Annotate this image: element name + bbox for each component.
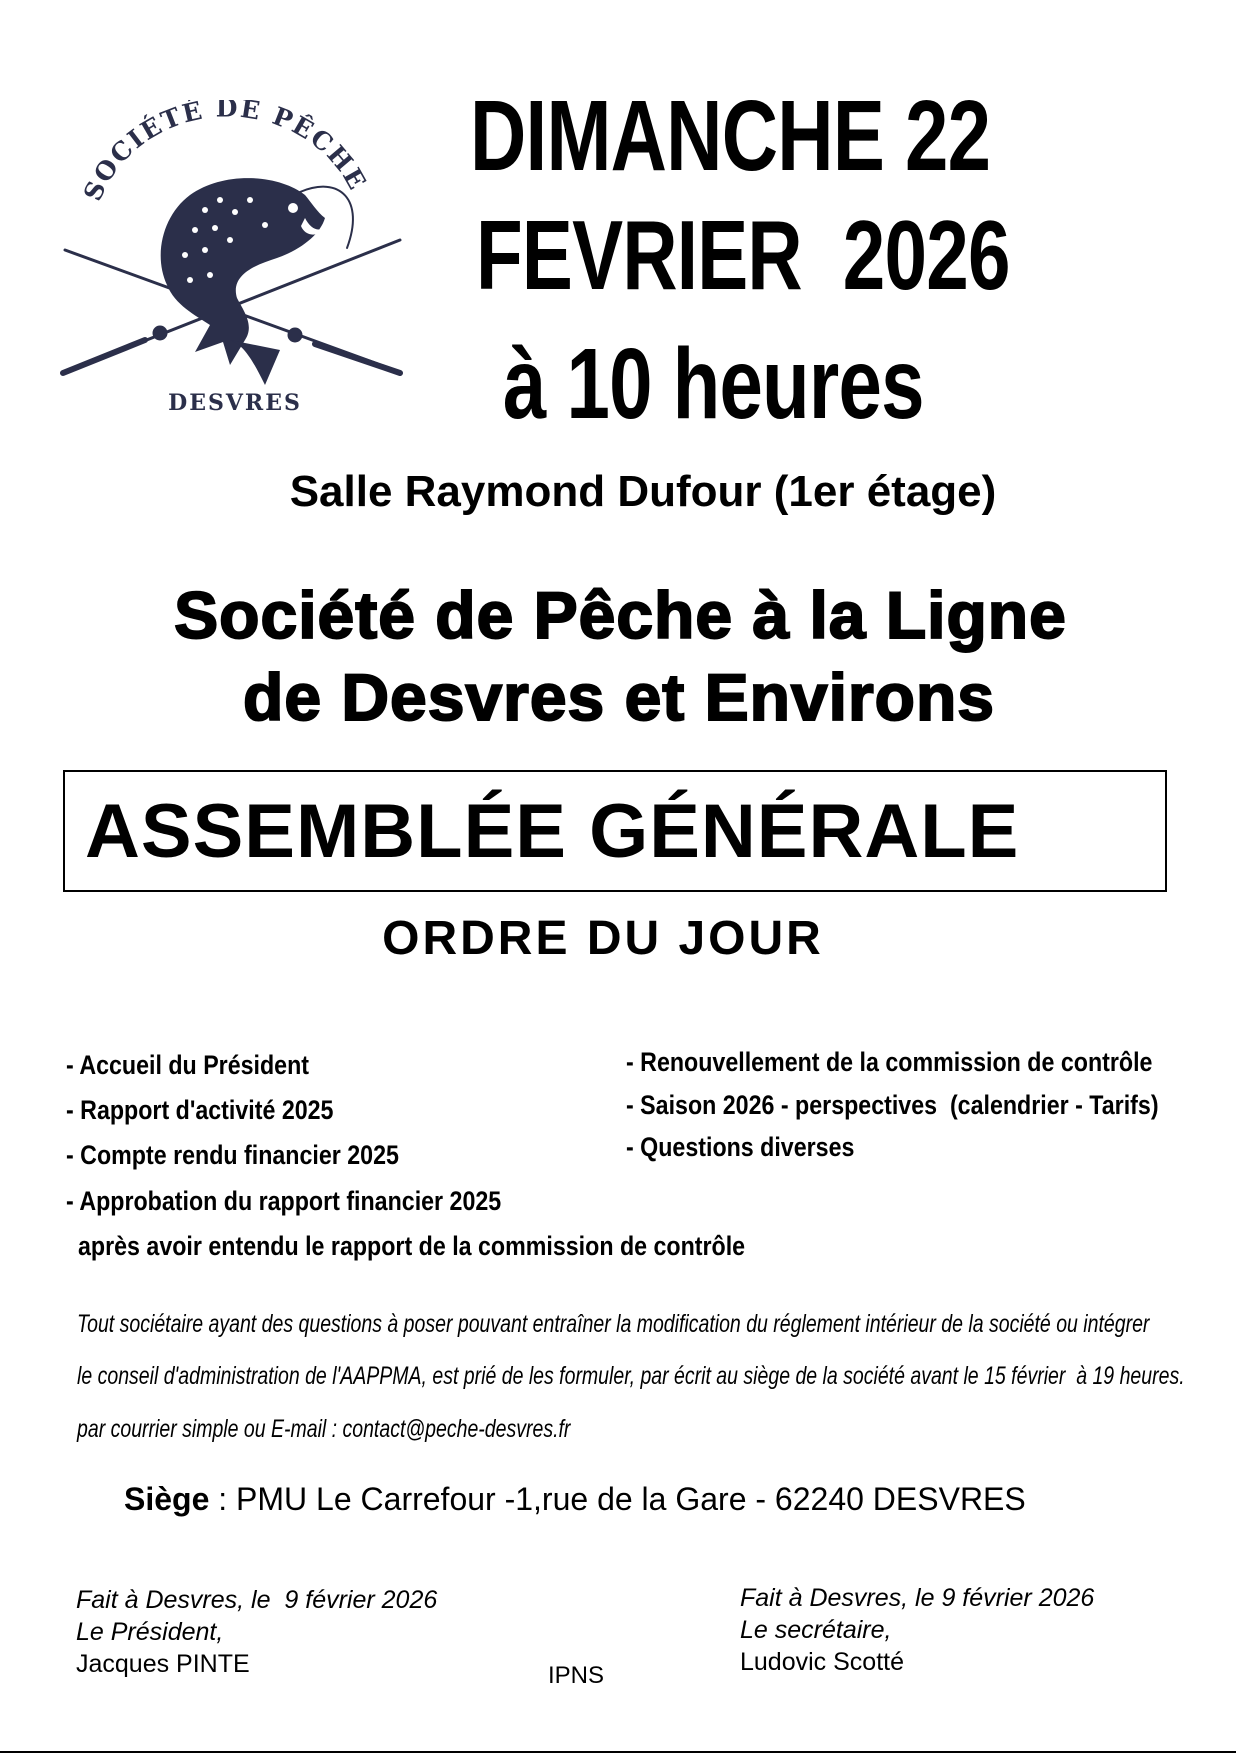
- agenda-item: - Approbation du rapport financier 2025: [66, 1186, 502, 1216]
- society-name-line-1: Société de Pêche à la Ligne: [174, 578, 1067, 652]
- agenda-item: - Compte rendu financier 2025: [66, 1140, 399, 1170]
- notice-contact-line: par courrier simple ou E-mail : contact@peche-desvres.fr: [77, 1415, 571, 1443]
- signature-place-date: Fait à Desvres, le 9 février 2026: [76, 1586, 438, 1614]
- signature-role: Le Président,: [76, 1618, 224, 1646]
- agenda-item: - Renouvellement de la commission de contrôle: [626, 1047, 1153, 1077]
- headquarters-address-text: : PMU Le Carrefour -1,rue de la Gare - 62240 DESVRES: [209, 1481, 1026, 1517]
- agenda-item: - Accueil du Président: [66, 1050, 310, 1080]
- signature-president: [76, 1584, 437, 1680]
- society-name-line-2: de Desvres et Environs: [243, 660, 995, 734]
- society-logo: [55, 100, 415, 430]
- notice-line-1: Tout sociétaire ayant des questions à poser pouvant entraîner la modification du réglement intérieur de la société ou intégrer: [77, 1310, 1150, 1338]
- event-time-line: à 10 heures: [503, 328, 924, 440]
- headquarters-address: [124, 1483, 1026, 1515]
- logo-arc-text: SOCIÉTÉ DE PÊCHE: [77, 100, 373, 206]
- agenda-item: - Questions diverses: [626, 1132, 855, 1162]
- agenda-heading: ORDRE DU JOUR: [382, 912, 824, 965]
- signature-place-date: Fait à Desvres, le 9 février 2026: [740, 1584, 1095, 1612]
- agenda-item: - Saison 2026 - perspectives (calendrier - Tarifs): [626, 1090, 1159, 1120]
- notice-line-2: le conseil d'administration de l'AAPPMA, est prié de les formuler, par écrit au siège de la société avant le 15 février à 19 heures.: [77, 1362, 1185, 1390]
- signature-secretary: [740, 1582, 1094, 1678]
- bottom-divider: [0, 1751, 1236, 1753]
- assembly-title: ASSEMBLÉE GÉNÉRALE: [85, 789, 1020, 874]
- event-venue: Salle Raymond Dufour (1er étage): [289, 467, 997, 516]
- logo-bottom-text: DESVRES: [168, 390, 302, 416]
- event-date-line-1: DIMANCHE 22: [470, 80, 991, 192]
- signature-name: Jacques PINTE: [76, 1650, 250, 1678]
- agenda-item: - Rapport d'activité 2025: [66, 1095, 334, 1125]
- ipns-mention: IPNS: [548, 1662, 605, 1689]
- signature-name: Ludovic Scotté: [740, 1648, 904, 1676]
- agenda-item-continuation: après avoir entendu le rapport de la commission de contrôle: [78, 1231, 746, 1261]
- headquarters-label: Siège: [124, 1481, 210, 1517]
- assembly-title-box: [63, 770, 1167, 892]
- trout-with-crossed-rods-icon: [55, 100, 415, 430]
- event-date-line-2: FEVRIER 2026: [476, 200, 1010, 310]
- signature-role: Le secrétaire,: [740, 1616, 892, 1644]
